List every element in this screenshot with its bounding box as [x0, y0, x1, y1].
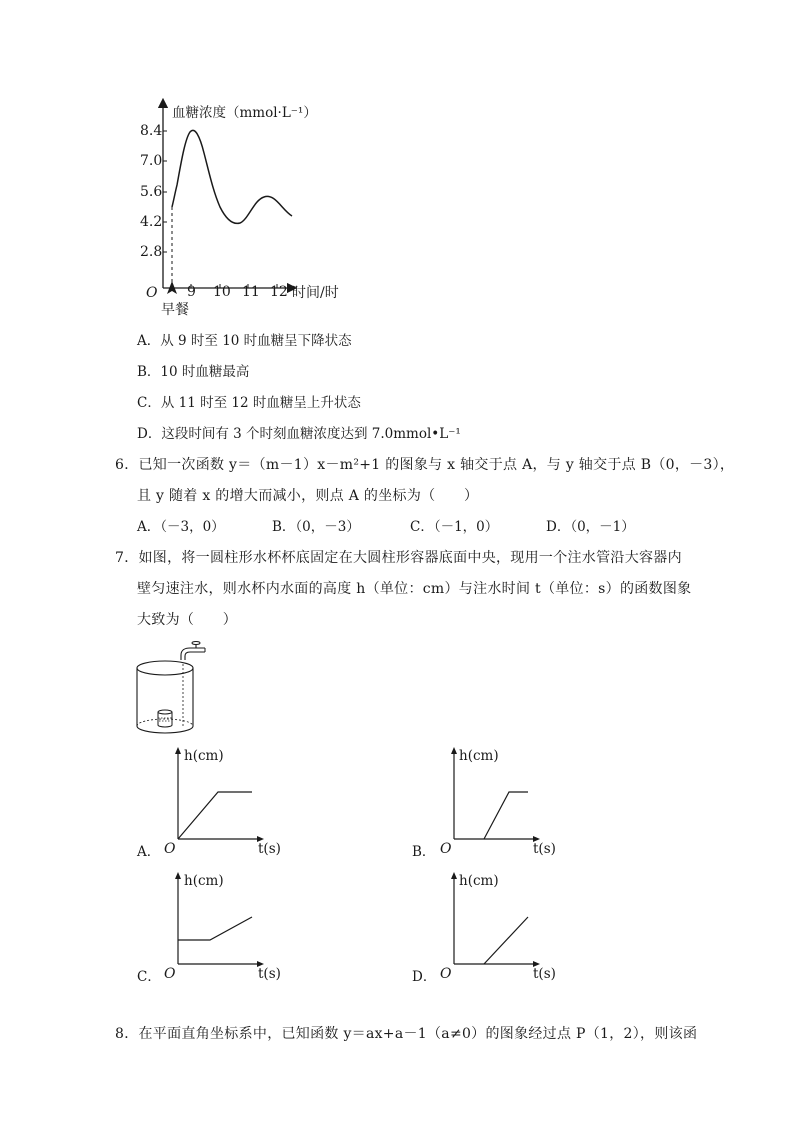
q7-option-c-letter: C． — [137, 969, 161, 985]
graph-a-origin: O — [164, 841, 176, 857]
graph-c-x-label: t(s) — [258, 966, 281, 982]
q6-stem-line1: 6．已知一次函数 y＝（m－1）x－m²+1 的图象与 x 轴交于点 A，与 y 轴交于点 B（0，－3）， — [115, 457, 735, 473]
q6-option-b: B．（0，－3） — [272, 519, 360, 535]
y-tick-label: 5.6 — [140, 184, 163, 200]
graph-d-y-label: h(cm) — [459, 873, 499, 889]
breakfast-label: 早餐 — [161, 302, 189, 318]
graph-a-x-label: t(s) — [258, 841, 281, 857]
x-tick-label: 9 — [187, 284, 196, 300]
graph-d-origin: O — [440, 966, 452, 982]
chart-origin-label: O — [146, 285, 158, 301]
x-tick-label: 11 — [242, 284, 260, 300]
graph-b-x-label: t(s) — [533, 841, 556, 857]
graph-a-line — [178, 792, 252, 839]
graph-c-origin: O — [164, 966, 176, 982]
q5-option-b: B．10 时血糖最高 — [137, 364, 250, 380]
x-tick-label: 12 — [270, 284, 288, 300]
graph-c-line — [178, 917, 252, 940]
q7-option-d-letter: D． — [412, 969, 437, 985]
q5-option-d: D．这段时间有 3 个时刻血糖浓度达到 7.0mmol•L⁻¹ — [137, 426, 461, 442]
x-tick-label: 10 — [213, 284, 231, 300]
water-container-illustration — [135, 638, 215, 738]
graph-b-y-label: h(cm) — [459, 748, 499, 764]
q5-option-a: A．从 9 时至 10 时血糖呈下降状态 — [137, 333, 352, 349]
q7-stem-line3: 大致为（ ） — [137, 612, 238, 628]
graph-c-y-label: h(cm) — [184, 873, 224, 889]
q7-option-b-letter: B． — [412, 844, 436, 860]
q6-option-a: A．（－3，0） — [137, 519, 225, 535]
y-tick-label: 4.2 — [140, 214, 163, 230]
q6-option-c: C．（－1，0） — [410, 519, 499, 535]
graph-b-line — [484, 792, 528, 839]
y-tick-label: 7.0 — [140, 153, 163, 169]
q7-stem-line2: 壁匀速注水，则水杯内水面的高度 h（单位：cm）与注水时间 t（单位：s）的函数图象 — [137, 581, 692, 597]
y-tick-label: 8.4 — [140, 123, 163, 139]
graph-d-line — [484, 917, 528, 964]
q8-stem-line1: 8．在平面直角坐标系中，已知函数 y＝ax+a－1（a≠0）的图象经过点 P（1，2），则该函 — [115, 1026, 698, 1042]
chart-x-axis-label: 时间/时 — [292, 285, 339, 301]
q7-stem-line1: 7．如图，将一圆柱形水杯杯底固定在大圆柱形容器底面中央，现用一个注水管沿大容器内 — [115, 550, 682, 566]
q5-option-c: C．从 11 时至 12 时血糖呈上升状态 — [137, 395, 361, 411]
graph-d-x-label: t(s) — [533, 966, 556, 982]
graph-a-y-label: h(cm) — [184, 748, 224, 764]
q6-option-d: D．（0，－1） — [546, 519, 635, 535]
blood-sugar-curve — [172, 130, 292, 223]
q6-stem-line2: 且 y 随着 x 的增大而减小，则点 A 的坐标为（ ） — [137, 488, 479, 504]
graph-b-origin: O — [440, 841, 452, 857]
chart-y-axis-label: 血糖浓度（mmol·L⁻¹） — [172, 105, 317, 121]
y-tick-label: 2.8 — [140, 244, 163, 260]
q7-option-a-letter: A． — [137, 844, 161, 860]
